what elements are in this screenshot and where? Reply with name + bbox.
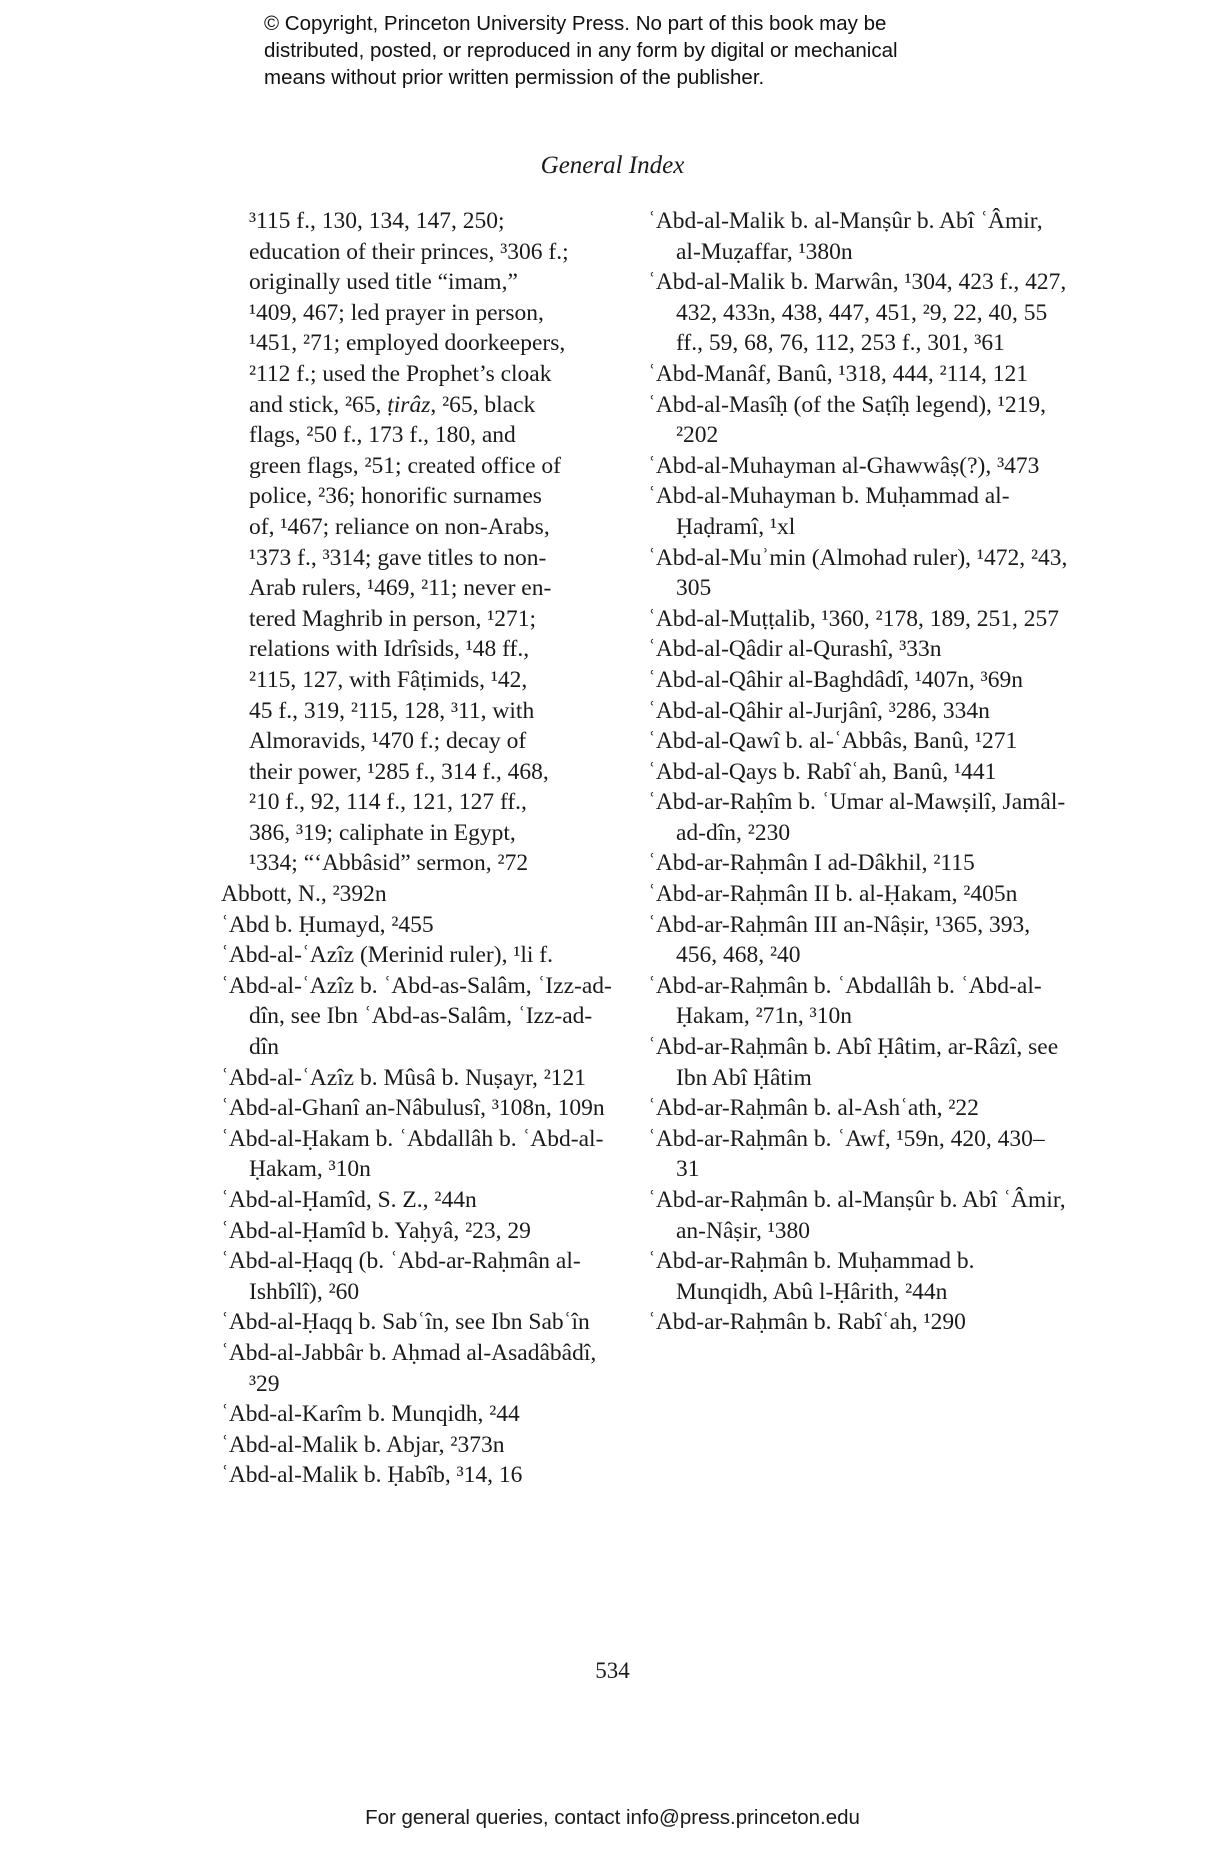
index-entry: ʿAbd-ar-Raḥmân b. Abî Ḥâtim, ar-Râzî, see Ibn Abî Ḥâtim xyxy=(648,1034,1059,1091)
index-entry: ʿAbd-ar-Raḥmân b. ʿAbdallâh b. ʿAbd-al-Ḥakam, ²71n, ³10n xyxy=(648,972,1042,1030)
index-column-right xyxy=(648,206,1068,1338)
index-entry: ʿAbd-al-Muhayman al-Ghawwâṣ(?), ³473 xyxy=(648,452,1040,479)
index-entry: ʿAbd-ar-Raḥmân II b. al-Ḥakam, ²405n xyxy=(648,881,1018,908)
index-entry: ʿAbd-ar-Raḥmân b. ʿAwf, ¹59n, 420, 430–31 xyxy=(648,1125,1045,1183)
copyright-line: distributed, posted, or reproduced in any form by digital or mechanical xyxy=(264,39,898,62)
index-entry-continuation: ³115 f., 130, 134, 147, 250; education of their princes, ³306 f.; originally used title “imam,” ¹409, 467; led prayer in person, ¹451, ²71; employed doorkeepers, ²112 f.; used the Prophet’s cloak and stick, ²65, ṭirâz, ²65, black flags, ²50 f., 173 f., 180, and green flags, ²51; created office of police, ²36; honorific surnames of, ¹467; reliance on non-Arabs, ¹373 f., ³314; gave titles to non- Arab rulers, ¹469, ²11; never en- tered Maghrib in person, ¹271; relations with Idrîsids, ¹48 ff., ²115, 127, with Fâṭimids, ¹42, 45 f., 319, ²115, 128, ³11, with Almoravids, ¹470 f.; decay of their power, ¹285 f., 314 f., 468, ²10 f., 92, 114 f., 121, 127 ff., 386, ³19; caliphate in Egypt, ¹334; “‘Abbâsid” sermon, ²72 xyxy=(249,208,569,877)
index-entry: ʿAbd-Manâf, Banû, ¹318, 444, ²114, 121 xyxy=(648,360,1029,387)
index-entry: ʿAbd-al-Malik b. Abjar, ²373n xyxy=(221,1431,505,1458)
index-entry: ʿAbd-al-Qâhir al-Jurjânî, ³286, 334n xyxy=(648,697,990,724)
index-entry: ʿAbd-ar-Raḥmân b. al-Ashʿath, ²22 xyxy=(648,1095,979,1122)
index-entry: ʿAbd-al-Qâhir al-Baghdâdî, ¹407n, ³69n xyxy=(648,666,1023,693)
index-entry: ʿAbd-ar-Raḥmân III an-Nâṣir, ¹365, 393, 456, 468, ²40 xyxy=(648,911,1031,969)
index-entry: ʿAbd-al-Qays b. Rabîʿah, Banû, ¹441 xyxy=(648,758,997,785)
running-head: General Index xyxy=(540,152,685,179)
index-entry: ʿAbd-al-Malik b. Marwân, ¹304, 423 f., 427, 432, 433n, 438, 447, 451, ²9, 22, 40, 55 ff., 59, 68, 76, 112, 253 f., 301, ³61 xyxy=(648,269,1067,357)
index-entry: ʿAbd-al-Karîm b. Munqidh, ²44 xyxy=(221,1401,520,1428)
index-column-left xyxy=(221,206,621,1491)
index-entry: ʿAbd-al-Qawî b. al-ʿAbbâs, Banû, ¹271 xyxy=(648,728,1018,755)
index-entry: ʿAbd-ar-Raḥmân b. al-Manṣûr b. Abî ʿÂmir, an-Nâṣir, ¹380 xyxy=(648,1187,1066,1244)
index-entry: Abbott, N., ²392n xyxy=(221,881,387,908)
copyright-line: © Copyright, Princeton University Press. No part of this book may be xyxy=(264,12,887,35)
index-entry: ʿAbd b. Ḥumayd, ²455 xyxy=(221,911,434,938)
index-entry: ʿAbd-al-ʿAzîz b. Mûsâ b. Nuṣayr, ²121 xyxy=(221,1064,587,1091)
index-entry: ʿAbd-al-Muṭṭalib, ¹360, ²178, 189, 251, 257 xyxy=(648,605,1059,632)
index-entry: ʿAbd-ar-Raḥîm b. ʿUmar al-Mawṣilî, Jamâl-ad-dîn, ²230 xyxy=(648,789,1066,846)
index-entry: ʿAbd-ar-Raḥmân I ad-Dâkhil, ²115 xyxy=(648,850,975,877)
footer-contact: For general queries, contact info@press.princeton.edu xyxy=(365,1806,860,1829)
index-entry: ʿAbd-al-Malik b. al-Manṣûr b. Abî ʿÂmir, al-Muẓaffar, ¹380n xyxy=(648,208,1043,265)
index-entry: ʿAbd-al-Jabbâr b. Aḥmad al-Asadâbâdî, ³29 xyxy=(221,1339,597,1397)
index-entry: ʿAbd-ar-Raḥmân b. Rabîʿah, ¹290 xyxy=(648,1309,966,1336)
index-entry: ʿAbd-al-Malik b. Ḥabîb, ³14, 16 xyxy=(221,1462,523,1489)
copyright-notice xyxy=(264,10,1024,91)
page-number: 534 xyxy=(595,1658,630,1683)
index-entry: ʿAbd-al-Ḥakam b. ʿAbdallâh b. ʿAbd-al-Ḥakam, ³10n xyxy=(221,1125,604,1183)
index-entry: ʿAbd-al-ʿAzîz b. ʿAbd-as-Salâm, ʿIzz-ad-dîn, see Ibn ʿAbd-as-Salâm, ʿIzz-ad-dîn xyxy=(221,972,612,1061)
index-entry: ʿAbd-al-Ḥaqq b. Sabʿîn, see Ibn Sabʿîn xyxy=(221,1309,590,1336)
index-entry: ʿAbd-al-Masîḥ (of the Saṭîḥ legend), ¹219, ²202 xyxy=(648,391,1046,449)
index-entry: ʿAbd-al-Ḥaqq (b. ʿAbd-ar-Raḥmân al-Ishbîlî), ²60 xyxy=(221,1248,581,1305)
index-entry: ʿAbd-ar-Raḥmân b. Muḥammad b. Munqidh, Abû l-Ḥârith, ²44n xyxy=(648,1248,975,1305)
copyright-line: means without prior written permission of the publisher. xyxy=(264,66,765,89)
index-entry: ʿAbd-al-Qâdir al-Qurashî, ³33n xyxy=(648,636,942,663)
index-entry: ʿAbd-al-Ghanî an-Nâbulusî, ³108n, 109n xyxy=(221,1095,605,1122)
index-entry: ʿAbd-al-Ḥamîd b. Yaḥyâ, ²23, 29 xyxy=(221,1217,531,1244)
index-entry: ʿAbd-al-ʿAzîz (Merinid ruler), ¹li f. xyxy=(221,942,553,969)
index-entry: ʿAbd-al-Muhayman b. Muḥammad al-Ḥaḍramî, ¹xl xyxy=(648,483,1010,540)
index-entry: ʿAbd-al-Ḥamîd, S. Z., ²44n xyxy=(221,1187,477,1213)
index-entry: ʿAbd-al-Muʾmin (Almohad ruler), ¹472, ²43, 305 xyxy=(648,544,1068,602)
